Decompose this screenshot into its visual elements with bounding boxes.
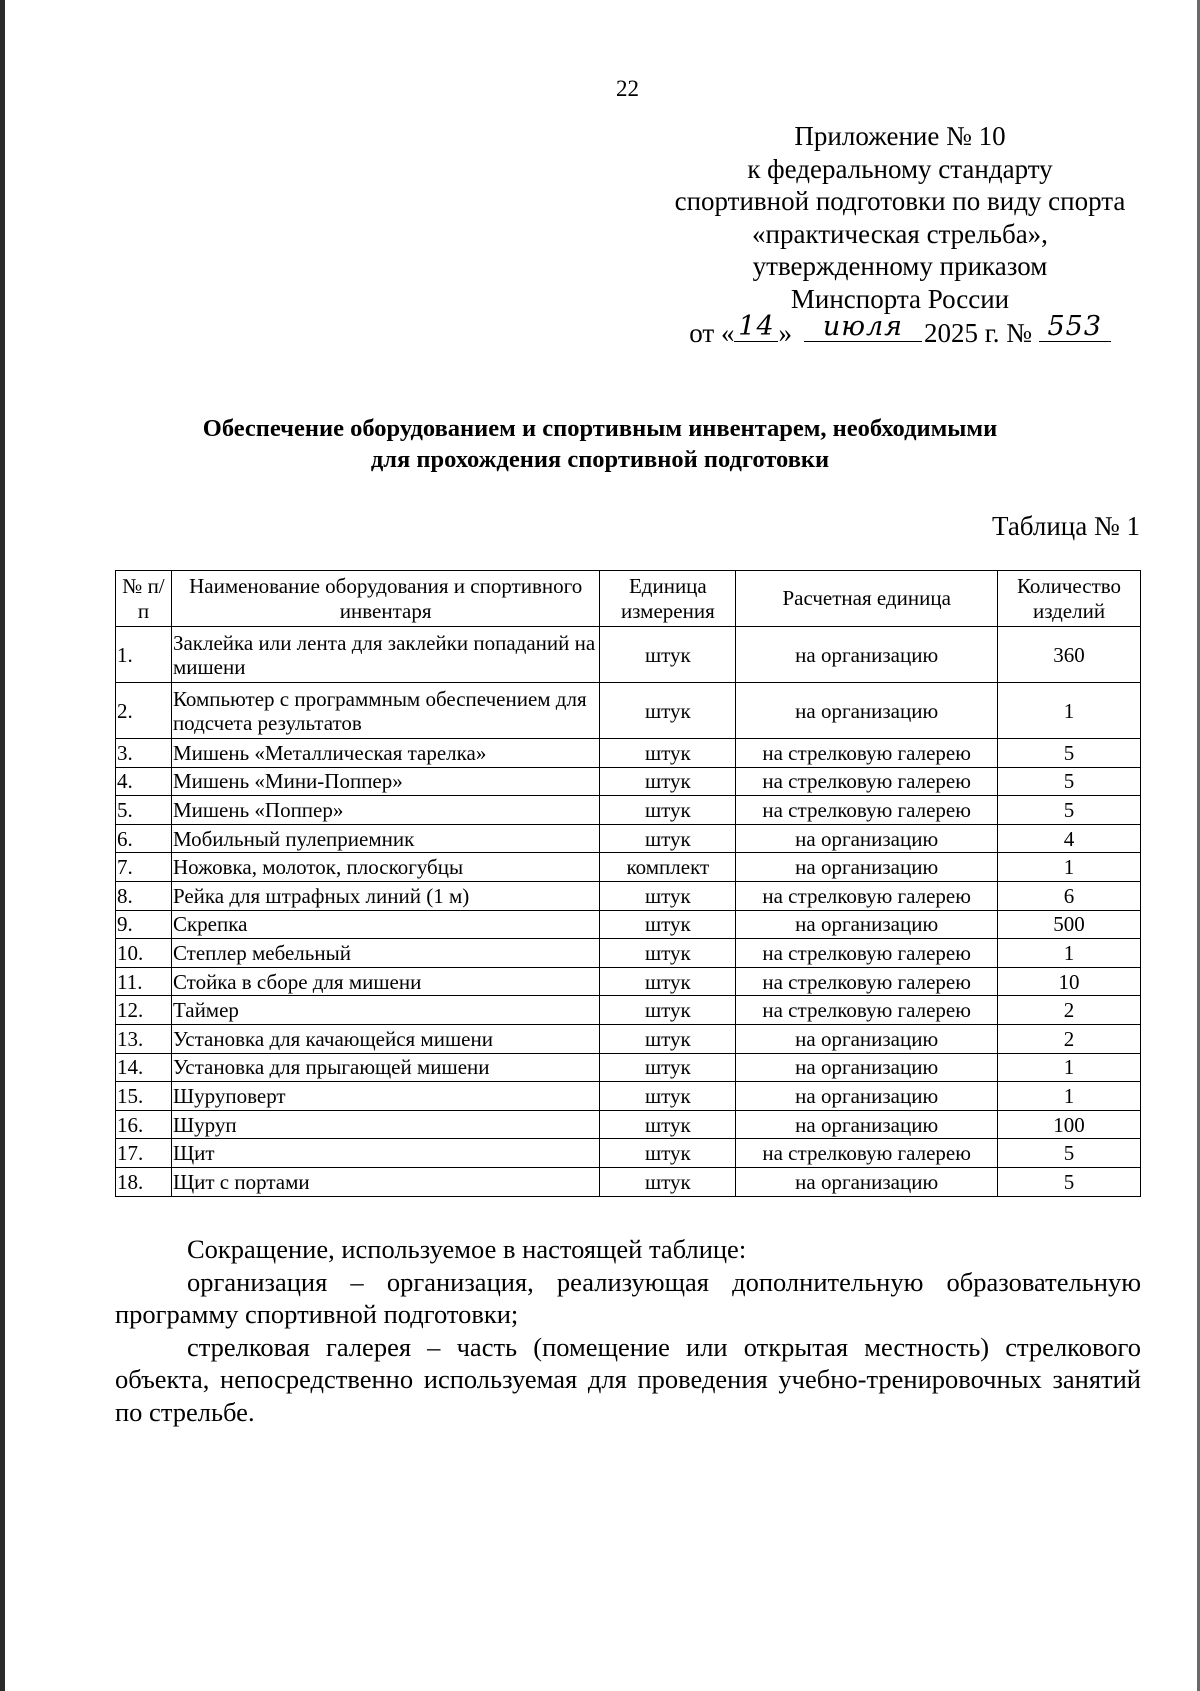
cell-calc: на стрелковую галерею bbox=[736, 967, 998, 996]
cell-name: Компьютер с программным обеспечением для подсчета результатов bbox=[171, 683, 599, 739]
order-number-handwritten: 553 bbox=[1047, 311, 1103, 342]
table-row bbox=[116, 1110, 1141, 1139]
cell-name: Установка для качающейся мишени bbox=[171, 1024, 599, 1053]
cell-unit: штук bbox=[600, 967, 736, 996]
cell-name: Мишень «Поппер» bbox=[171, 796, 599, 825]
cell-qty: 500 bbox=[998, 910, 1141, 939]
cell-calc: на организацию bbox=[736, 824, 998, 853]
cell-unit: штук bbox=[600, 683, 736, 739]
table-row bbox=[116, 967, 1141, 996]
cell-qty: 10 bbox=[998, 967, 1141, 996]
scan-edge-left bbox=[0, 0, 5, 1691]
cell-qty: 1 bbox=[998, 939, 1141, 968]
table-row bbox=[116, 683, 1141, 739]
cell-num: 12. bbox=[116, 996, 172, 1025]
table-row bbox=[116, 881, 1141, 910]
date-day-handwritten: 14 bbox=[738, 311, 775, 342]
cell-qty: 4 bbox=[998, 824, 1141, 853]
title-line: для прохождения спортивной подготовки bbox=[370, 446, 830, 473]
cell-num: 4. bbox=[116, 767, 172, 796]
cell-name: Рейка для штрафных линий (1 м) bbox=[171, 881, 599, 910]
table-row bbox=[116, 1139, 1141, 1168]
annex-line: «практическая стрельба», bbox=[752, 218, 1048, 249]
header-qty: Количество изделий bbox=[998, 571, 1141, 627]
cell-qty: 2 bbox=[998, 996, 1141, 1025]
cell-qty: 100 bbox=[998, 1110, 1141, 1139]
table-row bbox=[116, 1167, 1141, 1196]
order-date-line bbox=[640, 311, 1160, 350]
cell-qty: 5 bbox=[998, 739, 1141, 768]
cell-unit: штук bbox=[600, 1167, 736, 1196]
notes-section bbox=[115, 1233, 1141, 1428]
cell-qty: 1 bbox=[998, 1053, 1141, 1082]
cell-name: Стойка в сборе для мишени bbox=[171, 967, 599, 996]
cell-name: Мишень «Металлическая тарелка» bbox=[171, 739, 599, 768]
cell-calc: на стрелковую галерею bbox=[736, 767, 998, 796]
cell-qty: 1 bbox=[998, 1082, 1141, 1111]
cell-num: 17. bbox=[116, 1139, 172, 1168]
cell-unit: штук bbox=[600, 739, 736, 768]
cell-qty: 5 bbox=[998, 796, 1141, 825]
table-row bbox=[116, 627, 1141, 683]
annex-line: к федеральному стандарту bbox=[747, 153, 1053, 184]
order-number-blank bbox=[1039, 311, 1111, 342]
cell-qty: 5 bbox=[998, 1167, 1141, 1196]
cell-name: Степлер мебельный bbox=[171, 939, 599, 968]
table-row bbox=[116, 739, 1141, 768]
cell-qty: 2 bbox=[998, 1024, 1141, 1053]
cell-calc: на стрелковую галерею bbox=[736, 996, 998, 1025]
cell-name: Шуруповерт bbox=[171, 1082, 599, 1111]
cell-name: Скрепка bbox=[171, 910, 599, 939]
cell-calc: на стрелковую галерею bbox=[736, 739, 998, 768]
cell-name: Ножовка, молоток, плоскогубцы bbox=[171, 853, 599, 882]
cell-qty: 1 bbox=[998, 683, 1141, 739]
table-row bbox=[116, 910, 1141, 939]
cell-name: Установка для прыгающей мишени bbox=[171, 1053, 599, 1082]
cell-qty: 6 bbox=[998, 881, 1141, 910]
table-label: Таблица № 1 bbox=[992, 511, 1140, 541]
cell-num: 3. bbox=[116, 739, 172, 768]
cell-num: 14. bbox=[116, 1053, 172, 1082]
cell-calc: на организацию bbox=[736, 1082, 998, 1111]
table-row bbox=[116, 996, 1141, 1025]
cell-qty: 360 bbox=[998, 627, 1141, 683]
notes-organization: организация – организация, реализующая дополнительную образовательную программу спортивной подготовки; bbox=[115, 1266, 1141, 1329]
cell-calc: на организацию bbox=[736, 627, 998, 683]
date-month-handwritten: июля bbox=[822, 311, 904, 342]
cell-calc: на стрелковую галерею bbox=[736, 1139, 998, 1168]
cell-unit: штук bbox=[600, 1024, 736, 1053]
annex-line: спортивной подготовки по виду спорта bbox=[674, 186, 1126, 216]
cell-calc: на организацию bbox=[736, 1024, 998, 1053]
table-row bbox=[116, 1082, 1141, 1111]
cell-calc: на организацию bbox=[736, 910, 998, 939]
cell-num: 13. bbox=[116, 1024, 172, 1053]
cell-name: Щит с портами bbox=[171, 1167, 599, 1196]
cell-unit: штук bbox=[600, 627, 736, 683]
table-row bbox=[116, 824, 1141, 853]
cell-name: Шуруп bbox=[171, 1110, 599, 1139]
header-unit: Единица измерения bbox=[600, 571, 736, 627]
cell-unit: штук bbox=[600, 1139, 736, 1168]
table-row bbox=[116, 1024, 1141, 1053]
header-calc: Расчетная единица bbox=[736, 571, 998, 627]
cell-num: 1. bbox=[116, 627, 172, 683]
document-title bbox=[60, 413, 1140, 475]
cell-calc: на организацию bbox=[736, 1053, 998, 1082]
header-name: Наименование оборудования и спортивного инвентаря bbox=[171, 571, 599, 627]
cell-unit: комплект bbox=[600, 853, 736, 882]
table-row bbox=[116, 1053, 1141, 1082]
cell-unit: штук bbox=[600, 881, 736, 910]
notes-gallery: стрелковая галерея – часть (помещение или открытая местность) стрелкового объекта, непосредственно используемая для проведения учебно-тренировочных занятий по стрельбе. bbox=[115, 1331, 1141, 1427]
cell-qty: 5 bbox=[998, 1139, 1141, 1168]
page-number: 22 bbox=[616, 76, 639, 101]
cell-unit: штук bbox=[600, 1110, 736, 1139]
table-row bbox=[116, 939, 1141, 968]
cell-calc: на стрелковую галерею bbox=[736, 796, 998, 825]
date-separator: » bbox=[778, 318, 792, 348]
annex-line: Приложение № 10 bbox=[794, 121, 1006, 151]
notes-intro: Сокращение, используемое в настоящей таблице: bbox=[187, 1234, 747, 1264]
date-year: 2025 г. № bbox=[923, 318, 1032, 348]
cell-calc: на организацию bbox=[736, 1110, 998, 1139]
cell-num: 2. bbox=[116, 683, 172, 739]
cell-name: Щит bbox=[171, 1139, 599, 1168]
cell-unit: штук bbox=[600, 939, 736, 968]
cell-calc: на организацию bbox=[736, 853, 998, 882]
cell-qty: 1 bbox=[998, 853, 1141, 882]
table-row bbox=[116, 796, 1141, 825]
cell-qty: 5 bbox=[998, 767, 1141, 796]
cell-num: 16. bbox=[116, 1110, 172, 1139]
equipment-table bbox=[115, 570, 1141, 1197]
cell-calc: на организацию bbox=[736, 1167, 998, 1196]
title-line: Обеспечение оборудованием и спортивным инвентарем, необходимыми bbox=[202, 415, 998, 442]
cell-num: 11. bbox=[116, 967, 172, 996]
cell-unit: штук bbox=[600, 996, 736, 1025]
cell-calc: на организацию bbox=[736, 683, 998, 739]
cell-calc: на стрелковую галерею bbox=[736, 881, 998, 910]
cell-num: 8. bbox=[116, 881, 172, 910]
date-day-blank bbox=[734, 311, 778, 342]
cell-num: 15. bbox=[116, 1082, 172, 1111]
cell-unit: штук bbox=[600, 1082, 736, 1111]
cell-num: 7. bbox=[116, 853, 172, 882]
table-header-row bbox=[116, 571, 1141, 627]
cell-name: Таймер bbox=[171, 996, 599, 1025]
cell-name: Мишень «Мини-Поппер» bbox=[171, 767, 599, 796]
cell-unit: штук bbox=[600, 796, 736, 825]
cell-unit: штук bbox=[600, 910, 736, 939]
annex-line: утвержденному приказом bbox=[752, 251, 1048, 281]
annex-line: Минспорта России bbox=[790, 283, 1010, 314]
table-row bbox=[116, 853, 1141, 882]
table-row bbox=[116, 767, 1141, 796]
cell-calc: на стрелковую галерею bbox=[736, 939, 998, 968]
cell-unit: штук bbox=[600, 767, 736, 796]
cell-num: 10. bbox=[116, 939, 172, 968]
cell-unit: штук bbox=[600, 1053, 736, 1082]
cell-unit: штук bbox=[600, 824, 736, 853]
cell-name: Мобильный пулеприемник bbox=[171, 824, 599, 853]
annex-block bbox=[640, 120, 1160, 350]
cell-num: 5. bbox=[116, 796, 172, 825]
cell-name: Заклейка или лента для заклейки попаданий на мишени bbox=[171, 627, 599, 683]
date-month-blank bbox=[804, 311, 922, 342]
header-num: № п/п bbox=[116, 571, 172, 627]
cell-num: 9. bbox=[116, 910, 172, 939]
cell-num: 6. bbox=[116, 824, 172, 853]
cell-num: 18. bbox=[116, 1167, 172, 1196]
date-prefix: от « bbox=[689, 318, 735, 348]
